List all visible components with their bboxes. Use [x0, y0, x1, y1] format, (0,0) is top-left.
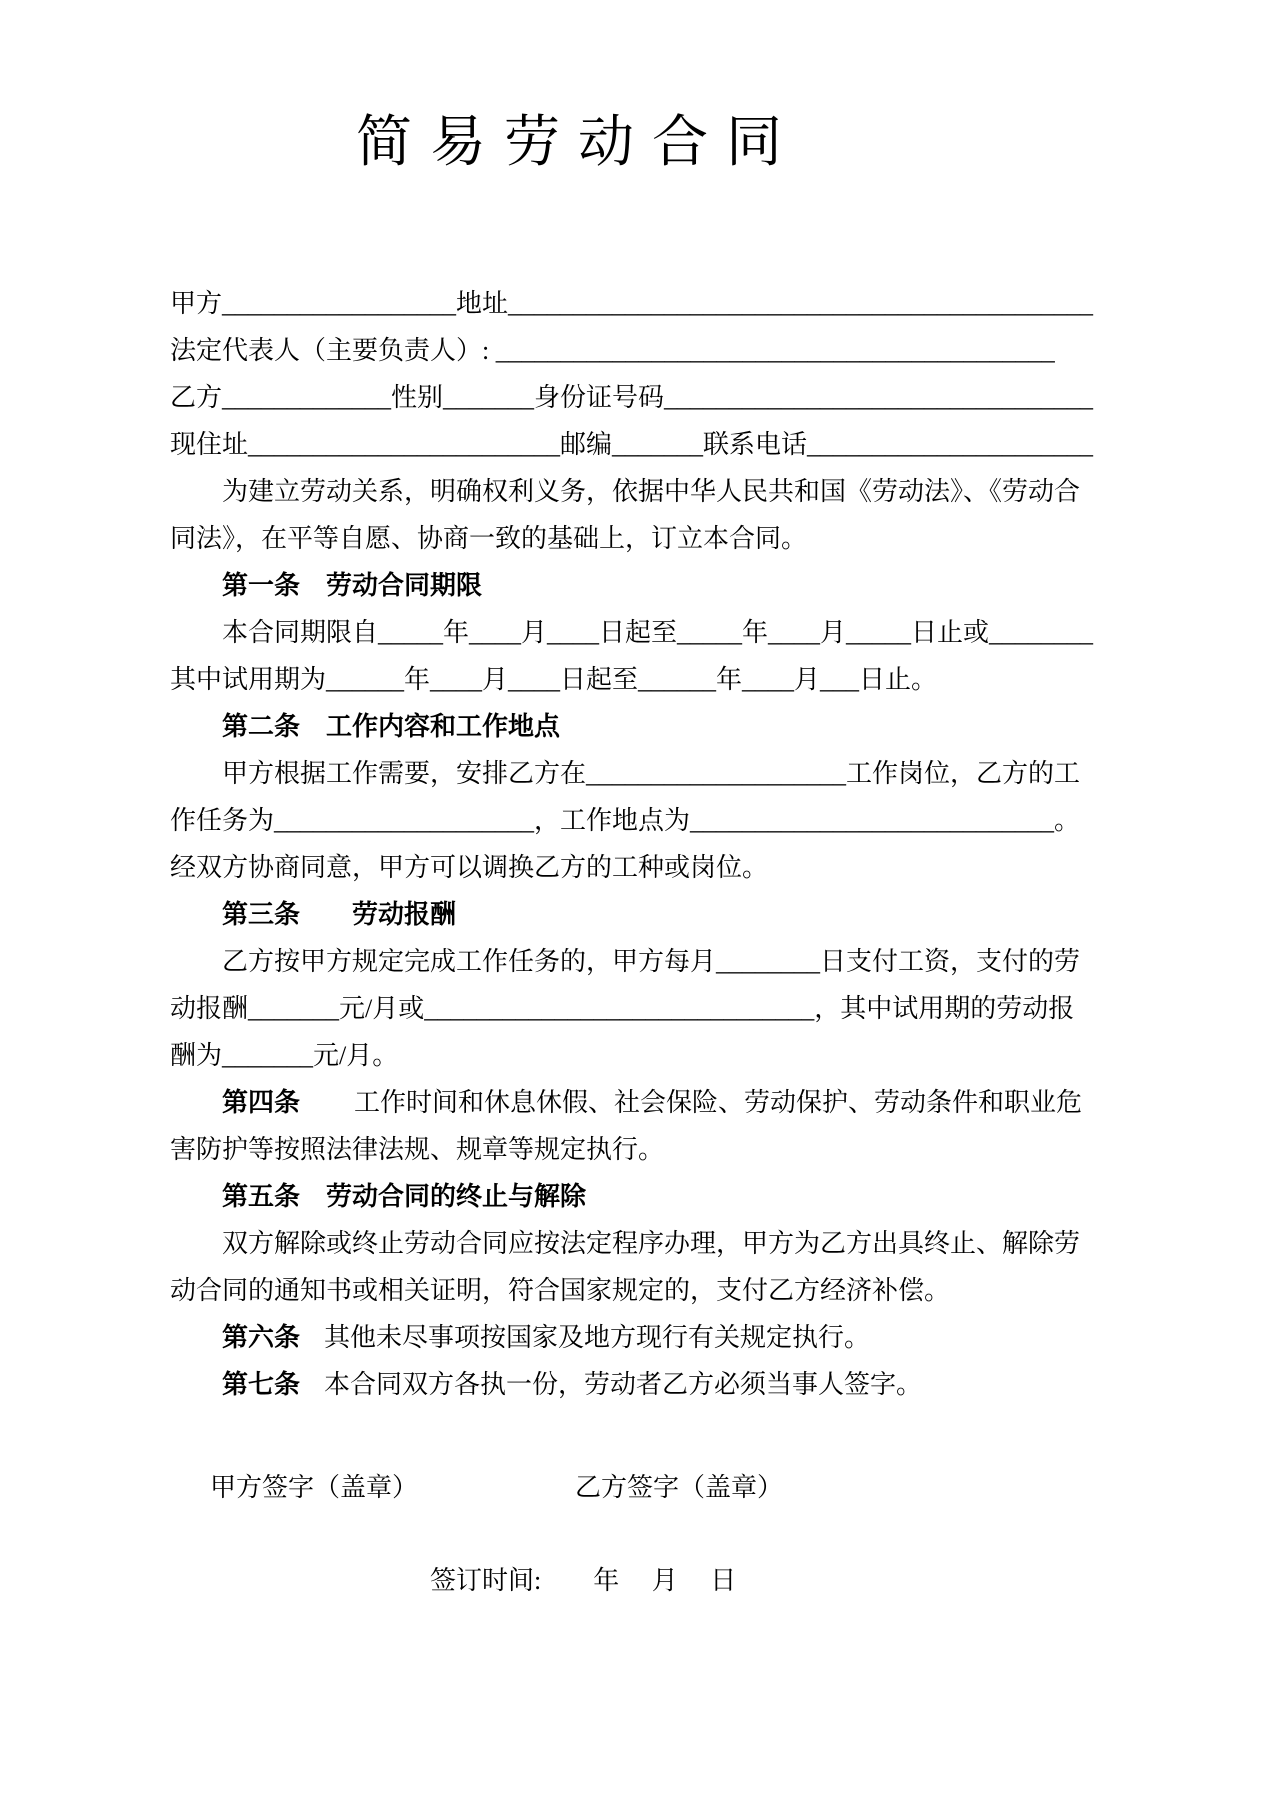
article7-text: 本合同双方各执一份，劳动者乙方必须当事人签字。 [324, 1370, 923, 1399]
preamble-line-2: 同法》，在平等自愿、协商一致的基础上，订立本合同。 [170, 524, 808, 553]
article6-label: 第六条 [222, 1322, 301, 1352]
article2-line-1: 甲方根据工作需要，安排乙方在____________________工作岗位，乙方的工 [222, 759, 1081, 788]
article7-line [170, 1361, 1110, 1408]
contract-body [170, 280, 1110, 1604]
field-party-a-and-address: 甲方__________________地址_____________________________________________ [170, 289, 1094, 318]
article2-line-3: 经双方协商同意，甲方可以调换乙方的工种或岗位。 [170, 853, 769, 882]
signature-row [170, 1464, 1110, 1511]
document-title: 简 易 劳 动 合 同 [356, 112, 784, 174]
article1-line-2: 其中试用期为______年____月____日起至______年____月___日止。 [170, 665, 938, 694]
field-residence-zip-phone: 现住址________________________邮编_______联系电话______________________ [170, 430, 1094, 459]
article2-line-2: 作任务为____________________，工作地点为____________________________。 [170, 806, 1081, 835]
field-party-b-gender-id: 乙方_____________性别_______身份证号码_________________________________ [170, 383, 1094, 412]
article6-text: 其他未尽事项按国家及地方现行有关规定执行。 [324, 1323, 871, 1352]
preamble-line-1: 为建立劳动关系，明确权利义务，依据中华人民共和国《劳动法》、《劳动合 [222, 477, 1081, 506]
article5-line-1: 双方解除或终止劳动合同应按法定程序办理，甲方为乙方出具终止、解除劳 [222, 1229, 1081, 1258]
field-legal-representative: 法定代表人（主要负责人）: ___________________________________________ [170, 336, 1055, 365]
party-b-signature-label: 乙方签字（盖章） [575, 1473, 784, 1502]
party-a-signature-label: 甲方签字（盖章） [210, 1473, 419, 1502]
article4-line-2: 害防护等按照法律法规、规章等规定执行。 [170, 1135, 665, 1164]
article2-heading: 第二条 工作内容和工作地点 [222, 711, 561, 741]
article7-label: 第七条 [222, 1369, 301, 1399]
article6-line [170, 1314, 1110, 1361]
article1-line-1: 本合同期限自_____年____月____日起至_____年____月_____日止或________ [222, 618, 1094, 647]
article3-heading: 第三条 劳动报酬 [222, 899, 457, 929]
article3-line-3: 酬为_______元/月。 [170, 1041, 399, 1070]
signing-date-line: 签订时间: 年 月 日 [430, 1566, 737, 1595]
article4-label: 第四条 [222, 1087, 301, 1117]
article4-text-1: 工作时间和休息休假、社会保险、劳动保护、劳动条件和职业危 [354, 1088, 1083, 1117]
article4-line-1 [170, 1079, 1110, 1126]
article3-line-1: 乙方按甲方规定完成工作任务的，甲方每月________日支付工资，支付的劳 [222, 947, 1081, 976]
article1-heading: 第一条 劳动合同期限 [222, 570, 483, 600]
article5-heading: 第五条 劳动合同的终止与解除 [222, 1181, 587, 1211]
article3-line-2: 动报酬_______元/月或______________________________，其中试用期的劳动报 [170, 994, 1075, 1023]
article5-line-2: 动合同的通知书或相关证明，符合国家规定的，支付乙方经济补偿。 [170, 1276, 951, 1305]
